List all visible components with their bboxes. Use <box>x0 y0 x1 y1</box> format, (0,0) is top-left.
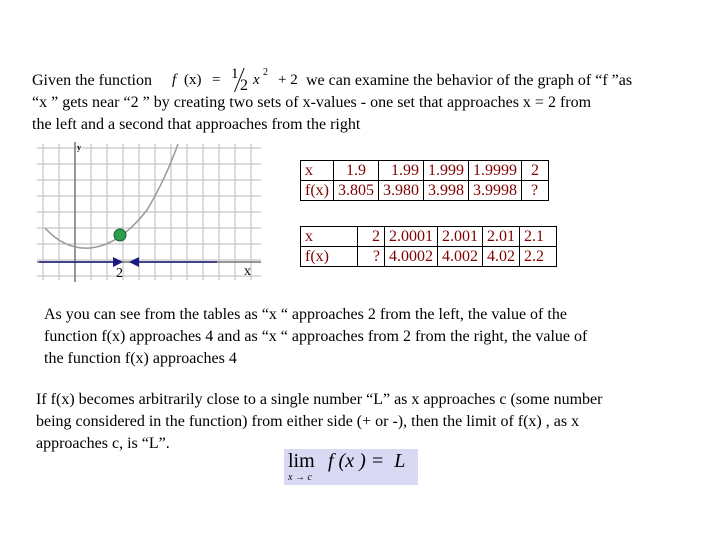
intro-line2: “x ” gets near “2 ” by creating two sets of x-values - one set that approaches x = 2 from <box>32 94 592 111</box>
table-cell: x <box>301 161 334 181</box>
table-cell: f(x) <box>301 181 334 201</box>
conclusion-line2: function f(x) approaches 4 and as “x “ approaches from 2 from the right, the value of <box>44 328 588 345</box>
table-cell: 1.99 <box>378 161 423 181</box>
table-row <box>301 161 549 181</box>
table-cell: 4.02 <box>482 247 519 267</box>
parabola-graph <box>35 140 265 285</box>
intro-line3: the left and a second that approaches from the right <box>32 116 361 133</box>
definition-line2: being considered in the function) from either side (+ or -), then the limit of f(x) , as x <box>36 413 580 430</box>
table-cell: 1.9 <box>333 161 378 181</box>
table-cell: 4.002 <box>437 247 482 267</box>
table-right-approach <box>300 226 557 267</box>
graph-y-label: y <box>77 143 81 152</box>
function-x-paren: (x) <box>184 72 202 88</box>
graph-tick-label: 2 <box>116 266 123 281</box>
intro-line1-post: we can examine the behavior of the graph of “f ”as <box>306 72 633 89</box>
table-cell: 2 <box>521 161 548 181</box>
table-left-approach <box>300 160 549 201</box>
table-cell: 2.2 <box>519 247 556 267</box>
table-row <box>301 181 549 201</box>
function-numerator: 1 <box>231 66 239 82</box>
function-var: x <box>253 72 260 88</box>
table-cell: 2.1 <box>519 227 556 247</box>
table-cell: 1.9999 <box>468 161 521 181</box>
table-cell: x <box>301 227 358 247</box>
definition-line3: approaches c, is “L”. <box>36 435 170 452</box>
table-cell: ? <box>521 181 548 201</box>
table-cell: 1.999 <box>423 161 468 181</box>
limit-subscript: x → c <box>288 472 312 483</box>
table-cell: 2.01 <box>482 227 519 247</box>
table-cell: 2.0001 <box>384 227 437 247</box>
table-cell: 2.001 <box>437 227 482 247</box>
function-plus: + 2 <box>278 72 298 88</box>
function-denominator: 2 <box>240 77 248 94</box>
table-cell: 3.998 <box>423 181 468 201</box>
intro-line1-pre: Given the function <box>32 72 152 89</box>
conclusion-line1: As you can see from the tables as “x “ approaches 2 from the left, the value of the <box>44 306 567 323</box>
function-f: f <box>172 72 177 88</box>
table-row <box>301 247 557 267</box>
table-cell: 4.0002 <box>384 247 437 267</box>
table-row <box>301 227 557 247</box>
limit-expression: f (x ) = L <box>328 450 406 472</box>
function-eq: = <box>212 72 221 88</box>
graph-x-label: x <box>244 264 251 279</box>
limit-notation <box>284 449 418 485</box>
table-cell: f(x) <box>301 247 358 267</box>
graph-grid <box>37 144 261 280</box>
table-cell: ? <box>357 247 384 267</box>
right-arrow <box>129 257 217 267</box>
table-cell: 3.9998 <box>468 181 521 201</box>
approach-point <box>114 229 126 241</box>
conclusion-line3: the function f(x) approaches 4 <box>44 350 237 367</box>
function-exponent: 2 <box>263 67 268 78</box>
table-cell: 2 <box>357 227 384 247</box>
limit-lim: lim <box>288 450 315 472</box>
left-arrow <box>39 257 123 267</box>
table-cell: 3.980 <box>378 181 423 201</box>
definition-line1: If f(x) becomes arbitrarily close to a single number “L” as x approaches c (some number <box>36 391 603 408</box>
table-cell: 3.805 <box>333 181 378 201</box>
